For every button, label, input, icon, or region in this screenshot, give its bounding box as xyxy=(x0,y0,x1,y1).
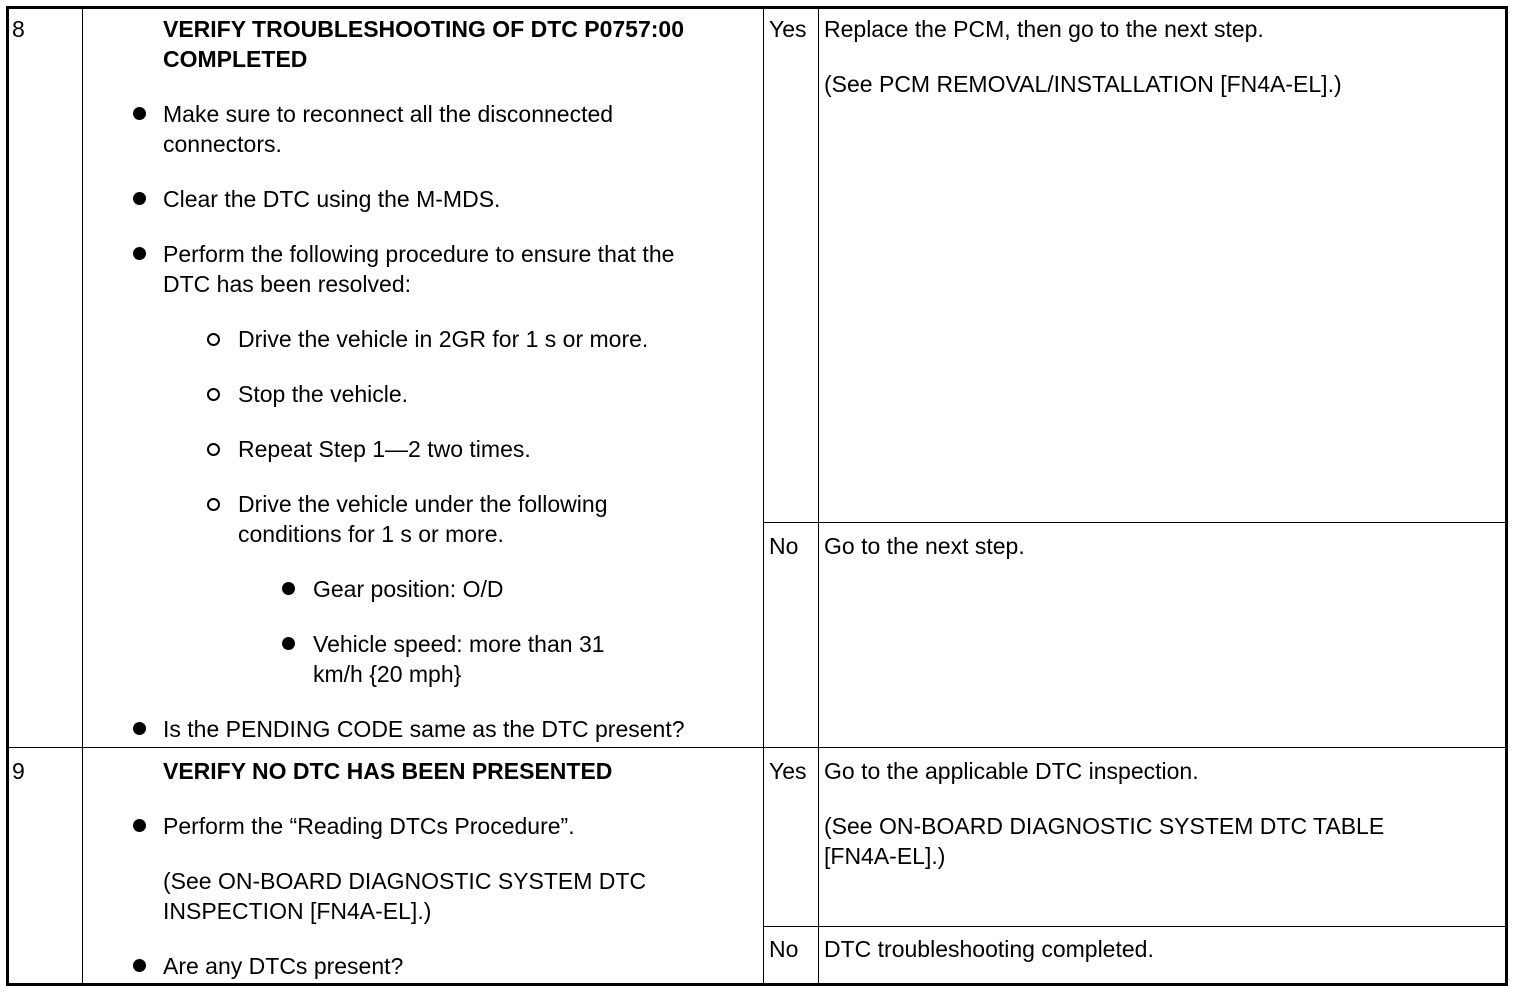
step9-perform: Perform the “Reading DTCs Procedure”. xyxy=(163,813,575,839)
step8-substep-repeat: Repeat Step 1—2 two times. xyxy=(238,436,531,462)
bullet-icon xyxy=(133,247,146,260)
step8-clear-dtc: Clear the DTC using the M-MDS. xyxy=(163,186,501,212)
step9-yes-action: Go to the applicable DTC inspection. xyxy=(824,758,1199,784)
step9-yes-label: Yes xyxy=(769,758,807,784)
step8-condition-speed-line2: km/h {20 mph} xyxy=(313,661,462,687)
bullet-icon xyxy=(133,819,146,832)
step9-title: VERIFY NO DTC HAS BEEN PRESENTED xyxy=(163,758,613,784)
row-divider-step8-step9 xyxy=(8,747,1506,748)
step9-no-label: No xyxy=(769,936,799,962)
step8-title-line1: VERIFY TROUBLESHOOTING OF DTC P0757:00 xyxy=(163,16,685,42)
step8-substep-drive-cond-line2: conditions for 1 s or more. xyxy=(238,521,504,547)
step8-yes-reference: (See PCM REMOVAL/INSTALLATION [FN4A-EL].) xyxy=(824,71,1342,97)
step9-ref-line2: INSPECTION [FN4A-EL].) xyxy=(163,898,432,924)
bullet-icon xyxy=(133,722,146,735)
step9-yes-ref-line1: (See ON-BOARD DIAGNOSTIC SYSTEM DTC TABLE xyxy=(824,813,1385,839)
bullet-icon xyxy=(282,582,295,595)
step8-substep-drive-2gr: Drive the vehicle in 2GR for 1 s or more. xyxy=(238,326,649,352)
step9-yes-ref-line2: [FN4A-EL].) xyxy=(824,843,946,869)
bullet-icon xyxy=(133,192,146,205)
sub-bullet-icon xyxy=(207,498,220,511)
bullet-icon xyxy=(133,959,146,972)
step8-reconnect-line2: connectors. xyxy=(163,131,282,157)
step8-substep-drive-cond-line1: Drive the vehicle under the following xyxy=(238,491,608,517)
step8-no-action: Go to the next step. xyxy=(824,533,1025,559)
step8-yes-label: Yes xyxy=(769,16,807,42)
sub-bullet-icon xyxy=(207,333,220,346)
step9-no-action: DTC troubleshooting completed. xyxy=(824,936,1154,962)
step-number-9: 9 xyxy=(12,758,25,784)
row-divider-step8-yes-no xyxy=(763,522,1506,523)
sub-bullet-icon xyxy=(207,443,220,456)
step8-condition-speed-line1: Vehicle speed: more than 31 xyxy=(313,631,605,657)
column-divider-action xyxy=(763,8,764,984)
step8-reconnect-line1: Make sure to reconnect all the disconnected xyxy=(163,101,614,127)
row-divider-step9-yes-no xyxy=(763,926,1506,927)
step9-question: Are any DTCs present? xyxy=(163,953,404,979)
bullet-icon xyxy=(133,107,146,120)
column-divider-step xyxy=(82,8,83,984)
step-number-8: 8 xyxy=(12,16,25,42)
step8-question: Is the PENDING CODE same as the DTC present? xyxy=(163,716,685,742)
step8-title-line2: COMPLETED xyxy=(163,46,308,72)
step9-ref-line1: (See ON-BOARD DIAGNOSTIC SYSTEM DTC xyxy=(163,868,647,894)
step8-substep-stop: Stop the vehicle. xyxy=(238,381,409,407)
sub-bullet-icon xyxy=(207,388,220,401)
step8-no-label: No xyxy=(769,533,799,559)
column-divider-result xyxy=(818,8,819,984)
step8-condition-gear: Gear position: O/D xyxy=(313,576,504,602)
step8-perform-line1: Perform the following procedure to ensure that the xyxy=(163,241,675,267)
step8-perform-line2: DTC has been resolved: xyxy=(163,271,412,297)
step8-yes-action: Replace the PCM, then go to the next step. xyxy=(824,16,1264,42)
bullet-icon xyxy=(282,637,295,650)
